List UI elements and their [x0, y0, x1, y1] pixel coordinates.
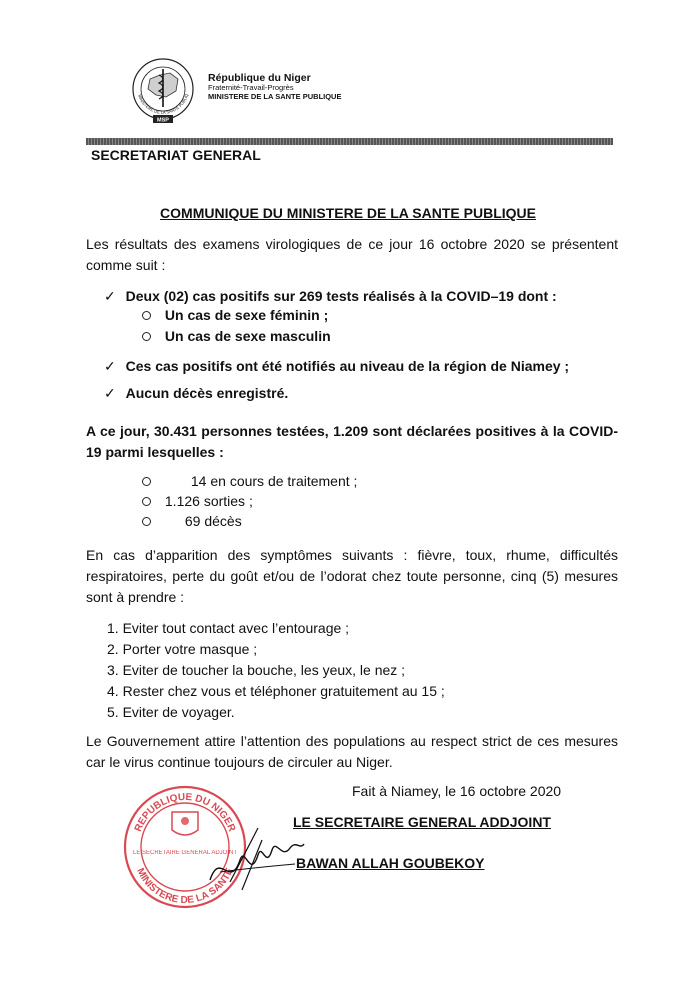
header-divider — [86, 138, 613, 145]
logo-arc-text: MINISTERE DE LA SANTE PUBLIQ — [136, 93, 190, 115]
bullet-circle-icon — [142, 517, 151, 526]
checkmark-icon: ✓ — [104, 385, 116, 401]
stamp-center-text: LE SECRETAIRE GENERAL ADJOINT — [132, 850, 238, 856]
checkmark-icon: ✓ — [104, 358, 116, 374]
ministry-logo — [126, 55, 200, 127]
checkmark-icon: ✓ — [104, 288, 116, 304]
cumulative-item-text: 14 en cours de traitement ; — [190, 473, 358, 489]
measure-text: Eviter tout contact avec l’entourage ; — [122, 620, 350, 636]
symptoms-paragraph: En cas d’apparition des symptômes suivants : fièvre, toux, rhume, difficultés respiratoires, perte du goût et/ou de l’odorat chez toute personne, cinq (5) mesures sont à prendre : — [86, 547, 618, 605]
cumulative-item — [142, 493, 253, 509]
country-name: République du Niger — [208, 72, 311, 84]
finding-notified — [104, 358, 569, 375]
measure-text: Eviter de voyager. — [122, 704, 235, 720]
signatory-title: LE SECRETAIRE GENERAL ADDJOINT — [293, 814, 551, 830]
department-label: SECRETARIAT GENERAL — [91, 147, 261, 163]
measure-item — [107, 660, 445, 681]
measure-item — [107, 618, 445, 639]
logo-abbr: MSP — [157, 117, 169, 124]
measure-number: 4. — [107, 683, 119, 699]
closing-paragraph: Le Gouvernement attire l’attention des populations au respect strict de ces mesures car le virus continue toujours de circuler au Niger. — [86, 733, 618, 770]
finding-sub-text: Un cas de sexe masculin — [164, 328, 331, 344]
finding-sub-item — [142, 328, 331, 344]
cumulative-item-text: 69 décès — [184, 513, 242, 529]
stamp-top-text: REPUBLIQUE DU NIGER — [132, 791, 238, 834]
measure-item — [107, 702, 445, 723]
measure-text: Rester chez vous et téléphoner gratuitement au 15 ; — [122, 683, 445, 699]
measures-list — [107, 618, 445, 723]
cumulative-item-text: 1.126 sorties ; — [164, 493, 253, 509]
letterhead — [208, 72, 341, 101]
national-motto: Fraternité-Travail-Progrès — [208, 83, 294, 93]
finding-sub-text: Un cas de sexe féminin ; — [164, 307, 329, 323]
finding-deaths-text: Aucun décès enregistré. — [125, 385, 289, 401]
stamp-bottom-text: MINISTERE DE LA SANTE — [134, 866, 236, 907]
measure-item — [107, 681, 445, 702]
cumulative-item — [142, 513, 242, 529]
cumulative-paragraph: A ce jour, 30.431 personnes testées, 1.209 sont déclarées positives à la COVID- 19 parmi lesquelles : — [86, 423, 618, 460]
measure-text: Porter votre masque ; — [122, 641, 258, 657]
bullet-circle-icon — [142, 477, 151, 486]
measure-number: 5. — [107, 704, 119, 720]
finding-positives — [104, 288, 557, 305]
bullet-circle-icon — [142, 311, 151, 320]
measure-number: 3. — [107, 662, 119, 678]
signatory-name: BAWAN ALLAH GOUBEKOY — [296, 855, 485, 871]
bullet-circle-icon — [142, 332, 151, 341]
handwritten-signature — [200, 820, 310, 900]
finding-sub-item — [142, 307, 328, 323]
finding-notified-text: Ces cas positifs ont été notifiés au niveau de la région de Niamey ; — [125, 358, 570, 374]
finding-deaths — [104, 385, 288, 402]
bullet-circle-icon — [142, 497, 151, 506]
measure-text: Eviter de toucher la bouche, les yeux, le nez ; — [122, 662, 406, 678]
measure-number: 2. — [107, 641, 119, 657]
intro-paragraph: Les résultats des examens virologiques de ce jour 16 octobre 2020 se présentent comme suit : — [86, 236, 618, 273]
measure-number: 1. — [107, 620, 119, 636]
document-title: COMMUNIQUE DU MINISTERE DE LA SANTE PUBLIQUE — [160, 205, 536, 221]
finding-positives-text: Deux (02) cas positifs sur 269 tests réalisés à la COVID–19 dont : — [125, 288, 557, 304]
ministry-name: MINISTERE DE LA SANTE PUBLIQUE — [208, 91, 342, 101]
cumulative-item — [142, 473, 357, 489]
measure-item — [107, 639, 445, 660]
place-date: Fait à Niamey, le 16 octobre 2020 — [352, 783, 562, 799]
